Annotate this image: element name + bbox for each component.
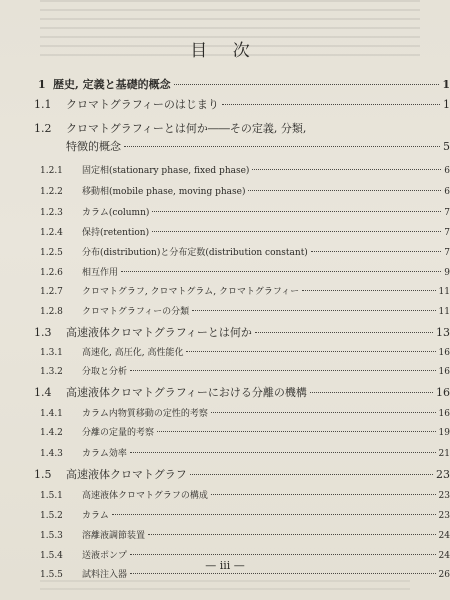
toc-entry-number: 1.2 <box>34 122 52 135</box>
toc-entry <box>0 140 450 154</box>
toc-entry-text: 移動相(mobile phase, moving phase) <box>82 187 246 197</box>
toc-entry-number: 1.2.4 <box>40 228 63 238</box>
toc-entry <box>0 509 450 523</box>
toc-entry-page: 24 <box>438 551 450 561</box>
toc-entry-text: 分布(distribution)と分布定数(distribution constant) <box>82 248 308 258</box>
dot-leader <box>222 104 440 105</box>
toc-entry-page: 21 <box>438 449 450 459</box>
toc-entry-text: 高速液体クロマトグラフの構成 <box>82 491 208 501</box>
dot-leader <box>112 514 436 515</box>
dot-leader <box>255 332 433 333</box>
toc-entry-number: 1.5.1 <box>40 491 63 501</box>
toc-entry-page: 11 <box>438 287 450 297</box>
toc-entry-number: 1.2.6 <box>40 268 63 278</box>
dot-leader <box>248 190 441 191</box>
toc-entry <box>0 365 450 379</box>
toc-entry-text: 高速化, 高圧化, 高性能化 <box>82 348 184 358</box>
toc-entry-page: 7 <box>444 228 450 238</box>
toc-entry-number: 1.5.2 <box>40 511 63 521</box>
dot-leader <box>130 573 436 574</box>
toc-entry-page: 16 <box>438 367 450 377</box>
dot-leader <box>211 412 436 413</box>
toc-entry-page: 1 <box>443 98 450 111</box>
toc-entry-text: 分離の定量的考察 <box>82 428 155 438</box>
toc-entry-number: 1.2.8 <box>40 307 63 317</box>
toc-entry-text: カラム効率 <box>82 449 127 459</box>
toc-entry-text: 高速液体クロマトグラフィーにおける分離の機構 <box>66 386 307 399</box>
toc-entry-number: 1.1 <box>34 98 52 111</box>
toc-entry-text: 高速液体クロマトグラフィーとは何か <box>66 326 252 339</box>
toc-entry <box>0 407 450 421</box>
toc-entry-page: 9 <box>444 268 450 278</box>
dot-leader <box>124 146 440 147</box>
toc-entry-text: 固定相(stationary phase, fixed phase) <box>82 166 250 176</box>
toc-entry-page: 6 <box>444 187 450 197</box>
toc-entry-page: 23 <box>438 511 450 521</box>
toc-entry-number: 1.4.2 <box>40 428 63 438</box>
toc-entry <box>0 529 450 543</box>
dot-leader <box>148 534 436 535</box>
dot-leader <box>130 370 436 371</box>
toc-entry-text: 保持(retention) <box>82 228 150 238</box>
dot-leader <box>121 271 441 272</box>
toc-entry <box>0 468 450 482</box>
dot-leader <box>152 231 441 232</box>
toc-entry-text: クロマトグラフィーとは何か――その定義, 分類, <box>66 122 307 135</box>
toc-entry-text: カラム内物質移動の定性的考察 <box>82 409 208 419</box>
toc-entry-number: 1.5.4 <box>40 551 63 561</box>
toc-entry <box>0 226 450 240</box>
toc-entry-text: クロマトグラフィーの分類 <box>82 307 190 317</box>
dot-leader <box>186 351 435 352</box>
toc-entry-page: 23 <box>436 468 450 481</box>
dot-leader <box>192 310 435 311</box>
toc-entry <box>0 285 450 299</box>
page-number: — iii — <box>205 559 245 572</box>
toc-entry <box>0 346 450 360</box>
toc-entry <box>0 266 450 280</box>
toc-entry <box>0 185 450 199</box>
toc-entry-page: 7 <box>444 208 450 218</box>
page-title: 目 次 <box>190 41 260 61</box>
toc-entry-number: 1.2.5 <box>40 248 63 258</box>
toc-entry-page: 13 <box>436 326 450 339</box>
toc-entry <box>0 164 450 178</box>
toc-entry-text: 溶離液調節装置 <box>82 531 146 541</box>
toc-entry-text: 分取と分析 <box>82 367 128 377</box>
toc-entry <box>0 305 450 319</box>
dot-leader <box>310 392 433 393</box>
toc-entry-text: カラム(column) <box>82 208 150 218</box>
toc-entry <box>0 447 450 461</box>
toc-entry-text: 送液ポンプ <box>82 551 128 561</box>
toc-entry-number: 1.5.3 <box>40 531 63 541</box>
toc-entry-number: 1.3.2 <box>40 367 63 377</box>
toc-entry-page: 7 <box>444 248 450 258</box>
toc-entry-number: 1.5.5 <box>40 570 63 580</box>
toc-entry-text: 高速液体クロマトグラフ <box>66 468 187 481</box>
toc-entry-page: 19 <box>438 428 450 438</box>
dot-leader <box>302 290 435 291</box>
toc-entry-page: 23 <box>438 491 450 501</box>
toc-entry <box>0 426 450 440</box>
toc-entry-number: 1.4.1 <box>40 409 63 419</box>
dot-leader <box>311 251 441 252</box>
toc-entry-page: 24 <box>438 531 450 541</box>
toc-entry-text: 試料注入器 <box>82 570 128 580</box>
toc-entry-number: 1.2.7 <box>40 287 63 297</box>
toc-entry-page: 6 <box>444 166 450 176</box>
toc-entry <box>0 489 450 503</box>
toc-entry <box>0 122 450 136</box>
show-through-text-bottom <box>40 580 410 596</box>
toc-entry-text: カラム <box>82 511 109 521</box>
dot-leader <box>157 431 436 432</box>
dot-leader <box>190 474 433 475</box>
toc-entry-text: クロマトグラフ, クロマトグラム, クロマトグラフィー <box>82 287 300 297</box>
toc-entry-number: 1 <box>38 78 46 91</box>
dot-leader <box>152 211 441 212</box>
dot-leader <box>130 554 436 555</box>
toc-entry-number: 1.3.1 <box>40 348 63 358</box>
toc-entry <box>0 246 450 260</box>
toc-entry <box>0 386 450 400</box>
toc-entry-text: 相互作用 <box>82 268 119 278</box>
toc-entry-page: 5 <box>443 140 450 153</box>
toc-entry-number: 1.2.1 <box>40 166 63 176</box>
toc-entry-number: 1.4 <box>34 386 52 399</box>
toc-entry-text: 特徴的概念 <box>66 140 121 153</box>
toc-entry-text: クロマトグラフィーのはじまり <box>66 98 219 111</box>
toc-entry <box>0 326 450 340</box>
dot-leader <box>252 169 441 170</box>
toc-entry-number: 1.5 <box>34 468 52 481</box>
toc-entry-page: 16 <box>436 386 450 399</box>
toc-entry-page: 16 <box>438 348 450 358</box>
dot-leader <box>211 494 436 495</box>
toc-entry-page: 1 <box>442 78 450 91</box>
toc-entry-page: 11 <box>438 307 450 317</box>
toc-entry-number: 1.3 <box>34 326 52 339</box>
toc-entry-number: 1.2.2 <box>40 187 63 197</box>
toc-entry <box>0 98 450 112</box>
toc-entry <box>0 78 450 92</box>
toc-entry-text: 歴史, 定義と基礎的概念 <box>53 78 171 91</box>
toc-entry-number: 1.2.3 <box>40 208 63 218</box>
dot-leader <box>174 84 440 85</box>
toc-entry-number: 1.4.3 <box>40 449 63 459</box>
toc-entry-page: 26 <box>438 570 450 580</box>
dot-leader <box>130 452 436 453</box>
toc-entry <box>0 206 450 220</box>
toc-entry-page: 16 <box>438 409 450 419</box>
